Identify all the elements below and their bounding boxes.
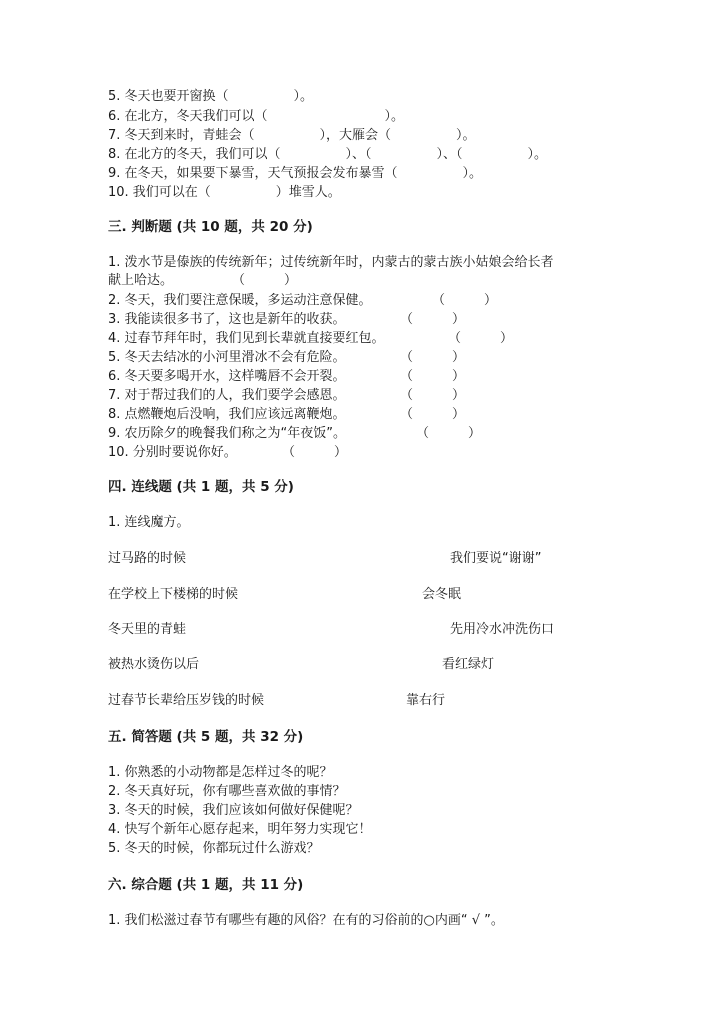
judge-item: 2. 冬天，我们要注意保暖，多运动注意保健。 [108, 293, 372, 308]
judge-item: 3. 我能读很多书了，这也是新年的收获。 [108, 312, 346, 327]
fill-item-7: 7. 冬天到来时，青蛙会（ ），大雁会（ ）。 [108, 128, 476, 143]
short-answer-item: 2. 冬天真好玩，你有哪些喜欢做的事情？ [108, 784, 346, 799]
judge-item: 7. 对于帮过我们的人，我们要学会感恩。 [108, 388, 346, 403]
matching-left-item[interactable]: 冬天里的青蛙 [108, 622, 187, 637]
short-answer-item: 3. 冬天的时候，我们应该如何做好保健呢？ [108, 803, 359, 818]
fill-item-5: 5. 冬天也要开窗换（ ）。 [108, 89, 314, 104]
matching-intro: 1. 连线魔方。 [108, 515, 190, 530]
matching-right-item[interactable]: 会冬眠 [422, 587, 462, 602]
short-answer-item: 5. 冬天的时候，你都玩过什么游戏？ [108, 841, 320, 856]
answer-paren[interactable]: （ ） [282, 445, 348, 460]
judge-item: 献上哈达。 [108, 273, 174, 288]
comprehensive-item: 1. 我们松滋过春节有哪些有趣的风俗？在有的习俗前的○内画“ √ ”。 [108, 913, 504, 928]
judge-item: 1. 泼水节是傣族的传统新年；过传统新年时，内蒙古的蒙古族小姑娘会给长者 [108, 255, 554, 270]
matching-right-item[interactable]: 靠右行 [406, 693, 446, 708]
answer-paren[interactable]: （ ） [400, 350, 466, 365]
matching-left-item[interactable]: 过马路的时候 [108, 551, 187, 566]
fill-item-9: 9. 在冬天，如果要下暴雪，天气预报会发布暴雪（ ）。 [108, 166, 483, 181]
fill-item-6: 6. 在北方，冬天我们可以（ ）。 [108, 109, 405, 124]
section-heading-comprehensive: 六. 综合题 (共 1 题，共 11 分) [108, 877, 304, 893]
answer-paren[interactable]: （ ） [432, 293, 498, 308]
matching-left-item[interactable]: 在学校上下楼梯的时候 [108, 587, 239, 602]
answer-paren[interactable]: （ ） [416, 426, 482, 441]
matching-left-item[interactable]: 被热水烫伤以后 [108, 657, 200, 672]
judge-item: 4. 过春节拜年时，我们见到长辈就直接要红包。 [108, 331, 385, 346]
answer-paren[interactable]: （ ） [400, 407, 466, 422]
section-heading-matching: 四. 连线题 (共 1 题，共 5 分) [108, 479, 294, 495]
matching-left-item[interactable]: 过春节长辈给压岁钱的时候 [108, 693, 265, 708]
short-answer-item: 1. 你熟悉的小动物都是怎样过冬的呢？ [108, 765, 333, 780]
section-heading-short-answer: 五. 简答题 (共 5 题，共 32 分) [108, 729, 304, 745]
answer-paren[interactable]: （ ） [448, 331, 514, 346]
judge-item: 9. 农历除夕的晚餐我们称之为“年夜饭”。 [108, 426, 347, 441]
answer-paren[interactable]: （ ） [400, 312, 466, 327]
short-answer-item: 4. 快写个新年心愿存起来，明年努力实现它！ [108, 822, 372, 837]
matching-right-item[interactable]: 我们要说“谢谢” [450, 551, 542, 566]
section-heading-judgement: 三. 判断题 (共 10 题，共 20 分) [108, 219, 313, 235]
matching-right-item[interactable]: 看红绿灯 [442, 657, 495, 672]
answer-paren[interactable]: （ ） [400, 388, 466, 403]
judge-item: 10. 分别时要说你好。 [108, 445, 237, 460]
judge-item: 6. 冬天要多喝开水，这样嘴唇不会开裂。 [108, 369, 346, 384]
answer-paren[interactable]: （ ） [232, 273, 298, 288]
matching-right-item[interactable]: 先用冷水冲洗伤口 [450, 622, 555, 637]
answer-paren[interactable]: （ ） [400, 369, 466, 384]
judge-item: 5. 冬天去结冰的小河里滑冰不会有危险。 [108, 350, 346, 365]
fill-item-8: 8. 在北方的冬天，我们可以（ ）、（ ）、（ ）。 [108, 147, 548, 162]
fill-item-10: 10. 我们可以在（ ）堆雪人。 [108, 185, 341, 200]
judge-item: 8. 点燃鞭炮后没响，我们应该远离鞭炮。 [108, 407, 346, 422]
